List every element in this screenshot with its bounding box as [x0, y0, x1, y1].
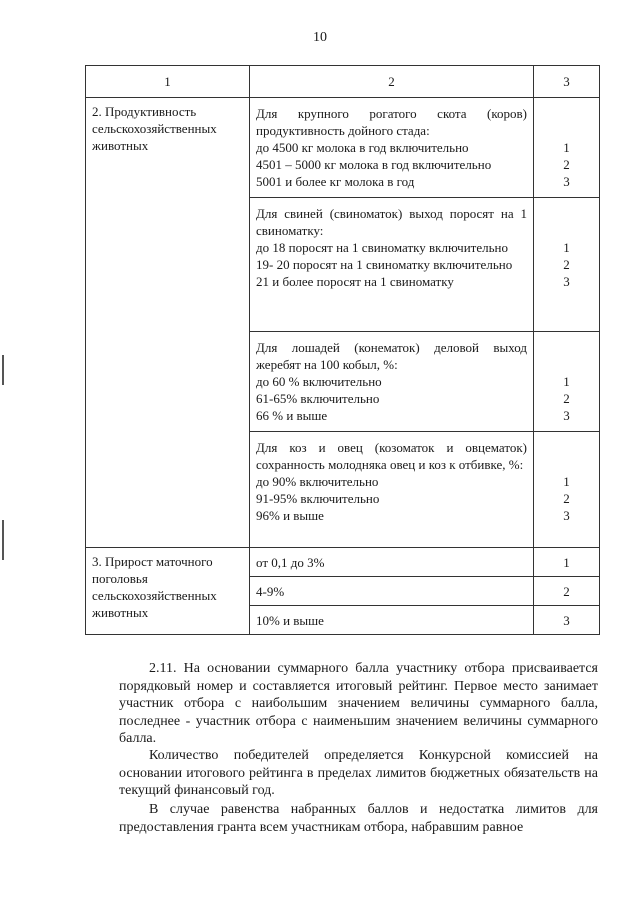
points-value: 2: [534, 577, 600, 606]
points-value: 1: [563, 474, 570, 489]
points-value: 1: [563, 240, 570, 255]
points-cell: [534, 198, 600, 332]
option-line: до 60 % включительно: [256, 374, 382, 389]
option-line: 66 % и выше: [256, 408, 328, 423]
paragraph-tie: В случае равенства набранных баллов и недостатка лимитов для предоставления гранта всем участникам отбора, набравшим равное: [119, 802, 598, 835]
option-line: 96% и выше: [256, 508, 324, 523]
criteria-table: [85, 65, 600, 635]
option-line: до 4500 кг молока в год включительно: [256, 140, 469, 155]
header-cell: 1: [86, 66, 250, 98]
points-cell: [534, 432, 600, 548]
points-value: 2: [563, 491, 570, 506]
criterion-label: 3. Прирост маточного поголовья сельскохозяйственных животных: [92, 554, 217, 620]
points-value: 3: [563, 408, 570, 423]
scan-edge-mark: [2, 520, 4, 560]
option-cell: 10% и выше: [250, 606, 534, 635]
description-cell: [250, 98, 534, 198]
option-cell: 4-9%: [250, 577, 534, 606]
table-row: [86, 548, 600, 577]
description-cell: [250, 198, 534, 332]
group-title: Для лошадей (конематок) деловой выход жеребят на 100 кобыл, %:: [256, 340, 527, 372]
table-row: [86, 98, 600, 198]
points-value: 1: [563, 374, 570, 389]
option-line: до 18 поросят на 1 свиноматку включительно: [256, 240, 508, 255]
header-cell: 2: [250, 66, 534, 98]
points-value: 1: [563, 140, 570, 155]
group-title: Для свиней (свиноматок) выход поросят на 1 свиноматку:: [256, 206, 527, 238]
points-value: 1: [534, 548, 600, 577]
option-cell: от 0,1 до 3%: [250, 548, 534, 577]
paragraph-rating: 2.11. На основании суммарного балла участнику отбора присваивается порядковый номер и составляется итоговый рейтинг. Первое место занимает участник отбора с наибольшим значением величины суммарного балла, последнее - участник отбора с наименьшим значением величины суммарного балла.: [119, 661, 598, 746]
criterion-cell: [86, 548, 250, 635]
option-line: 4501 – 5000 кг молока в год включительно: [256, 157, 492, 172]
points-cell: [534, 332, 600, 432]
group-title: Для крупного рогатого скота (коров) продуктивность дойного стада:: [256, 106, 527, 138]
points-value: 2: [563, 391, 570, 406]
group-title: Для коз и овец (козоматок и овцематок) сохранность молодняка овец и коз к отбивке, %:: [256, 440, 527, 472]
description-cell: [250, 432, 534, 548]
table-header-row: [86, 66, 600, 98]
page-number: 10: [313, 30, 327, 45]
option-line: 61-65% включительно: [256, 391, 380, 406]
option-line: 21 и более поросят на 1 свиноматку: [256, 274, 454, 289]
points-value: 3: [563, 174, 570, 189]
scan-edge-mark: [2, 355, 4, 385]
criterion-label: 2. Продуктивность сельскохозяйственных животных: [92, 104, 217, 153]
option-line: 5001 и более кг молока в год: [256, 174, 415, 189]
points-value: 3: [534, 606, 600, 635]
points-value: 2: [563, 157, 570, 172]
description-cell: [250, 332, 534, 432]
header-cell: 3: [534, 66, 600, 98]
points-value: 3: [563, 508, 570, 523]
option-line: до 90% включительно: [256, 474, 379, 489]
option-line: 91-95% включительно: [256, 491, 380, 506]
criterion-cell: [86, 98, 250, 548]
paragraph-winners: Количество победителей определяется Конкурсной комиссией на основании итогового рейтинга в пределах лимитов бюджетных обязательств на текущий финансовый год.: [119, 748, 598, 798]
option-line: 19- 20 поросят на 1 свиноматку включительно: [256, 257, 513, 272]
points-value: 3: [563, 274, 570, 289]
points-value: 2: [563, 257, 570, 272]
points-cell: [534, 98, 600, 198]
